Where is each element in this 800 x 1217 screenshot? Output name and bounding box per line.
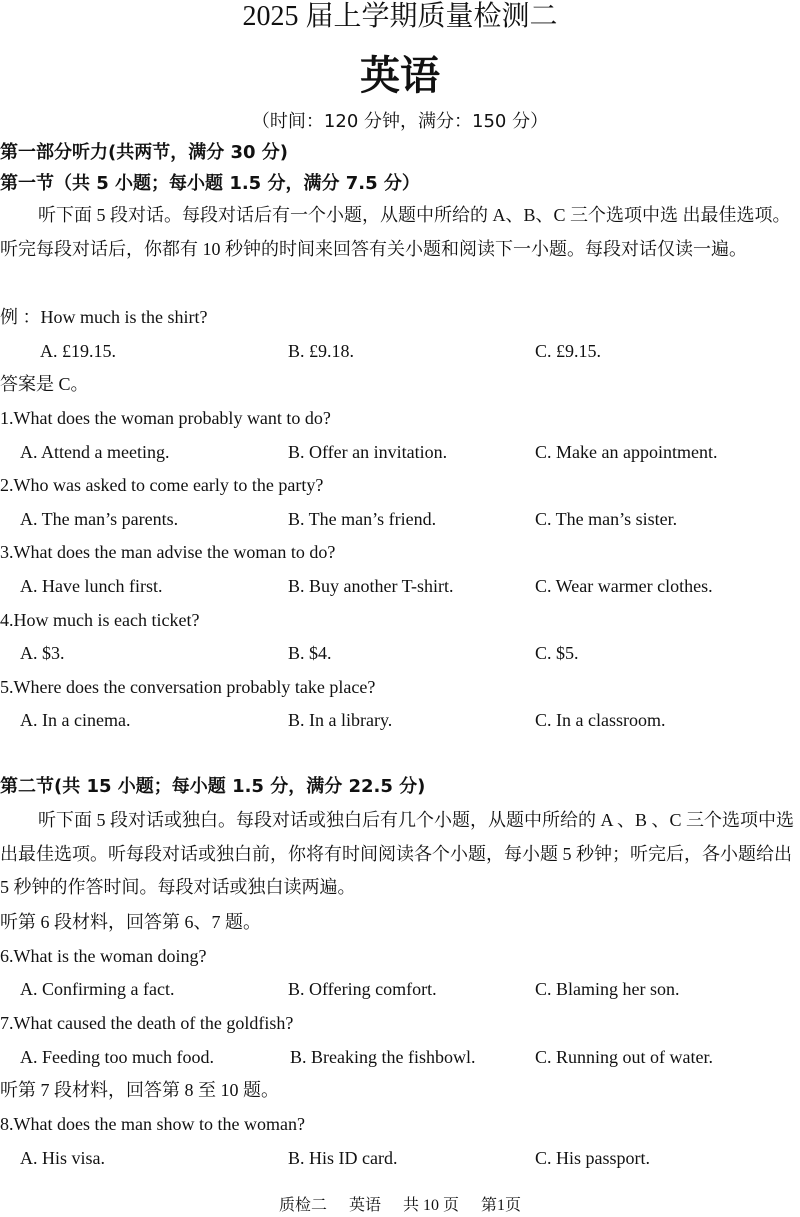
footer-total-pages: 共 10 页 <box>403 1197 460 1214</box>
question-1-option-b: B. Offer an invitation. <box>288 442 448 462</box>
question-6-option-b: B. Offering comfort. <box>288 979 437 999</box>
question-2-option-b: B. The man’s friend. <box>288 509 437 529</box>
question-1-option-a: A. Attend a meeting. <box>20 442 170 462</box>
question-3: 3.What does the man advise the woman to do? <box>0 542 336 562</box>
footer-page-number: 第1页 <box>481 1197 522 1214</box>
example-question: 例 ：How much is the shirt? <box>0 307 208 327</box>
question-3-option-a: A. Have lunch first. <box>20 576 163 596</box>
question-1-option-c: C. Make an appointment. <box>535 442 718 462</box>
time-info: （时间：120 分钟，满分：150 分） <box>251 111 549 132</box>
exam-title: 2025 届上学期质量检测二 <box>242 1 558 32</box>
question-7: 7.What caused the death of the goldfish? <box>0 1013 294 1033</box>
example-option-c: C. £9.15. <box>535 341 602 361</box>
question-2-option-a: A. The man’s parents. <box>20 509 179 529</box>
material-6-note: 听第 6 段材料，回答第 6、7 题。 <box>0 912 261 932</box>
question-5: 5.Where does the conversation probably take place? <box>0 677 376 697</box>
section2-instructions: 听下面 5 段对话或独白。每段对话或独白后有几个小题，从题中所给的 A 、B 、C 三个选项中选出最佳选项。听每段对话或独白前，你将有时间阅读各个小题，每小题 5 秒钟；听完后，各小题给出 5 秒钟的作答时间。每段对话或独白读两遍。 <box>0 810 795 897</box>
material-7-note: 听第 7 段材料，回答第 8 至 10 题。 <box>0 1080 279 1100</box>
question-8-option-c: C. His passport. <box>535 1148 651 1168</box>
part1-heading: 第一部分听力(共两节，满分 30 分) <box>0 142 289 163</box>
question-3-option-b: B. Buy another T-shirt. <box>288 576 454 596</box>
question-7-option-a: A. Feeding too much food. <box>20 1047 214 1067</box>
question-6-option-c: C. Blaming her son. <box>535 979 680 999</box>
question-4-option-c: C. $5. <box>535 643 579 663</box>
question-1: 1.What does the woman probably want to do? <box>0 408 331 428</box>
section2-heading: 第二节(共 15 小题；每小题 1.5 分，满分 22.5 分) <box>0 776 426 797</box>
footer-exam: 质检二 <box>278 1197 327 1214</box>
question-7-option-c: C. Running out of water. <box>535 1047 713 1067</box>
question-8: 8.What does the man show to the woman? <box>0 1114 305 1134</box>
question-6-option-a: A. Confirming a fact. <box>20 979 175 999</box>
question-5-option-c: C. In a classroom. <box>535 710 666 730</box>
question-7-option-b: B. Breaking the fishbowl. <box>290 1047 476 1067</box>
question-6: 6.What is the woman doing? <box>0 946 207 966</box>
footer-subject: 英语 <box>348 1197 381 1214</box>
question-8-option-a: A. His visa. <box>20 1148 105 1168</box>
example-answer: 答案是 C。 <box>0 374 89 394</box>
question-2: 2.Who was asked to come early to the party? <box>0 475 324 495</box>
page-footer <box>0 1196 800 1216</box>
question-5-option-a: A. In a cinema. <box>20 710 131 730</box>
question-4: 4.How much is each ticket? <box>0 610 200 630</box>
example-option-b: B. £9.18. <box>288 341 355 361</box>
question-3-option-c: C. Wear warmer clothes. <box>535 576 713 596</box>
question-2-option-c: C. The man’s sister. <box>535 509 678 529</box>
question-4-option-b: B. $4. <box>288 643 332 663</box>
section1-heading: 第一节（共 5 小题；每小题 1.5 分，满分 7.5 分） <box>0 173 420 194</box>
subject-title: 英语 <box>360 53 440 99</box>
example-option-a: A. £19.15. <box>40 341 116 361</box>
question-5-option-b: B. In a library. <box>288 710 393 730</box>
question-4-option-a: A. $3. <box>20 643 65 663</box>
section1-instructions: 听下面 5 段对话。每段对话后有一个小题，从题中所给的 A、B、C 三个选项中选 出最佳选项。听完每段对话后，你都有 10 秒钟的时间来回答有关小题和阅读下一小题。每段对话仅读一遍。 <box>0 205 791 259</box>
question-8-option-b: B. His ID card. <box>288 1148 398 1168</box>
